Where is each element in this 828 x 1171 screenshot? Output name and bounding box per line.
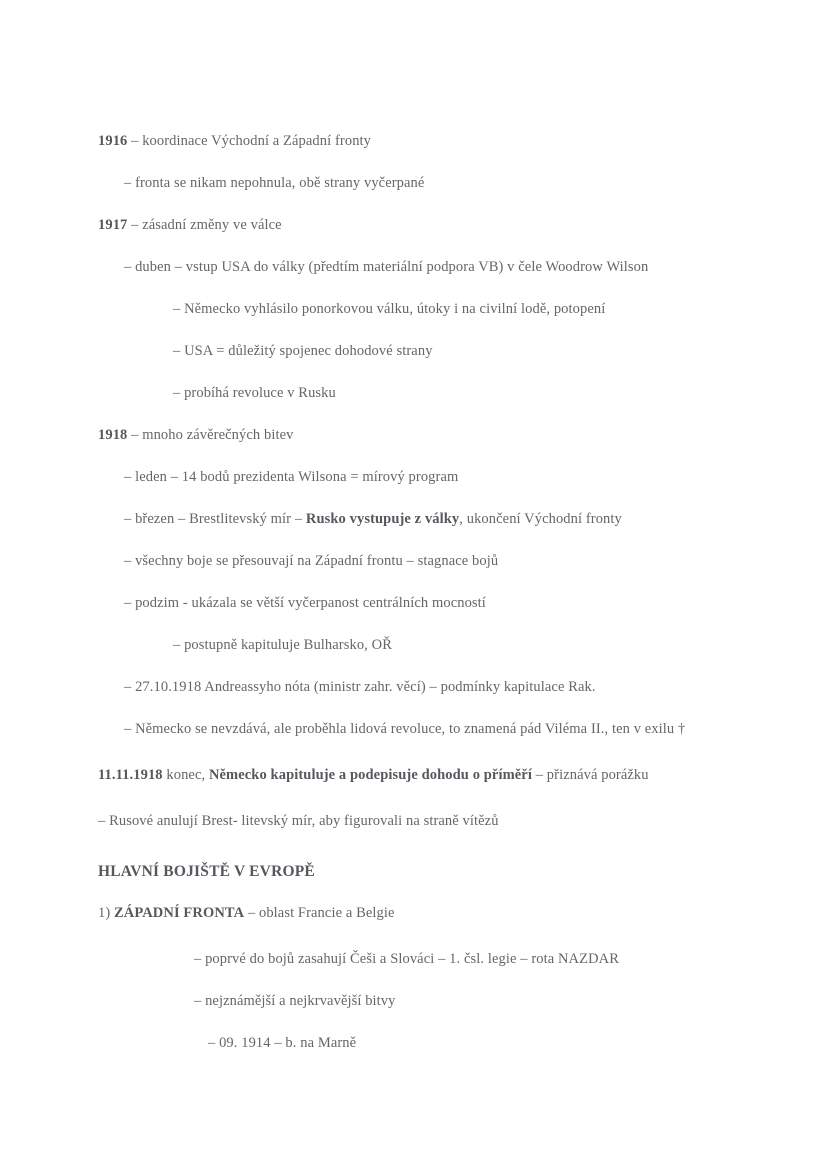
text-line-duben-usa: – duben – vstup USA do války (předtím materiální podpora VB) v čele Woodrow Wilson [124,259,649,275]
year-label-1917: 1917 [98,217,128,233]
year-label-1916: 1916 [98,133,128,149]
rusko-vystupuje-emphasis: Rusko vystupuje z války [305,511,460,527]
text-line-bitva-na-marne: – 09. 1914 – b. na Marně [208,1035,357,1051]
text-line-brezen-brestlitevsky [124,509,746,529]
text-line-11-11-1918 [98,765,746,785]
text-line-nejznamejsi-bitvy: – nejznámější a nejkrvavější bitvy [194,993,396,1009]
kapitulace-suffix: – přiznává porážku [531,767,649,783]
text-line-andreassyho-nota: – 27.10.1918 Andreassyho nóta (ministr zahr. věcí) – podmínky kapitulace Rak. [124,679,596,695]
text-line-rusove-anuluji: – Rusové anulují Brest- litevský mír, aby figurovali na straně vítězů [98,813,499,829]
brestlitevsky-suffix: , ukončení Východní fronty [459,511,622,527]
zapadni-fronta-number: 1) [98,905,115,921]
text-line-leden-14-bodu: – leden – 14 bodů prezidenta Wilsona = mírový program [124,469,459,485]
text-line-1916-rest: – koordinace Východní a Západní fronty [127,133,372,149]
kapitulace-prefix: konec, [162,767,209,783]
text-line-usa-spojenec: – USA = důležitý spojenec dohodové strany [173,343,433,359]
zapadni-fronta-emphasis: ZÁPADNÍ FRONTA [114,905,245,921]
text-line-1918 [98,425,746,445]
text-line-zapadni-fronta [98,903,746,923]
text-line-kapituluje-bulharsko: – postupně kapituluje Bulharsko, OŘ [173,637,392,653]
year-label-1918: 1918 [98,427,128,443]
text-line-fronta-nepohnula: – fronta se nikam nepohnula, obě strany vyčerpané [124,175,425,191]
document-body [98,131,746,1053]
text-line-1918-rest: – mnoho závěrečných bitev [127,427,294,443]
text-line-revoluce-rusko: – probíhá revoluce v Rusku [173,385,336,401]
text-line-nemecko-nevzdava: – Německo se nevzdává, ale proběhla lidová revoluce, to znamená pád Viléma II., ten v exilu † [124,721,686,737]
date-label-11-11-1918: 11.11.1918 [98,767,163,783]
text-line-1916 [98,131,746,151]
text-line-1917-rest: – zásadní změny ve válce [127,217,282,233]
nemecko-kapituluje-emphasis: Německo kapituluje a podepisuje dohodu o příměří [208,767,532,783]
text-line-1917 [98,215,746,235]
text-line-ponorkova-valka: – Německo vyhlásilo ponorkovou válku, útoky i na civilní lodě, potopení [173,301,606,317]
text-line-presouvani-boju: – všechny boje se přesouvají na Západní frontu – stagnace bojů [124,553,499,569]
text-line-cesi-slovaci-nazdar: – poprvé do bojů zasahují Češi a Slováci – 1. čsl. legie – rota NAZDAR [194,951,620,967]
brestlitevsky-prefix: – březen – Brestlitevský mír – [124,511,306,527]
text-line-podzim-vycerpanost: – podzim - ukázala se větší vyčerpanost centrálních mocností [124,595,486,611]
zapadni-fronta-suffix: – oblast Francie a Belgie [244,905,395,921]
section-heading-hlavni-bojiste: HLAVNÍ BOJIŠTĚ V EVROPĚ [98,863,315,880]
